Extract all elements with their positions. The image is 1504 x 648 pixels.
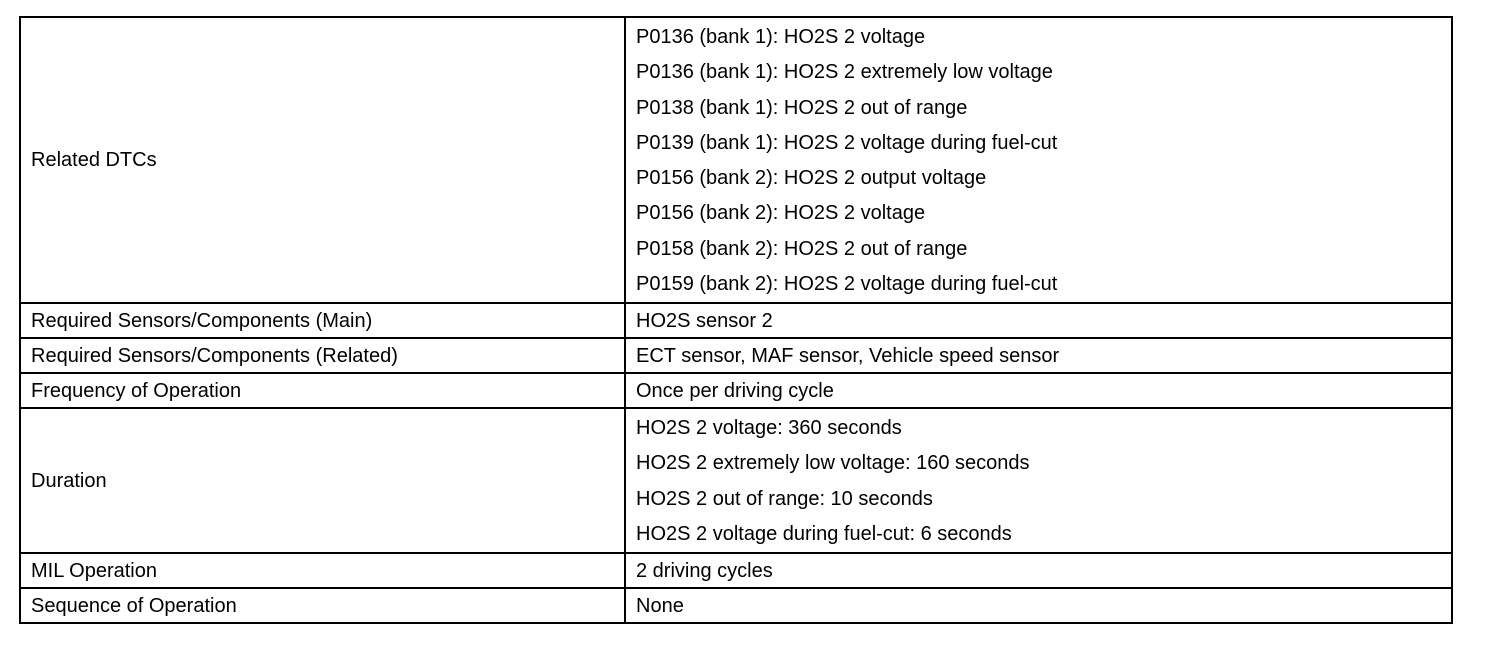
table-row-frequency [20, 373, 1452, 408]
monitor-spec-table [19, 16, 1453, 624]
dtc-item: P0136 (bank 1): HO2S 2 extremely low voltage [636, 61, 1053, 84]
row-value-list [625, 17, 1452, 303]
dtc-item: P0136 (bank 1): HO2S 2 voltage [636, 26, 926, 48]
table-row-duration [20, 408, 1452, 553]
row-value-list [625, 408, 1452, 553]
table-row-mil-operation [20, 553, 1452, 588]
row-value: None [625, 588, 1452, 623]
dtc-item: P0159 (bank 2): HO2S 2 voltage during fuel-cut [636, 272, 1058, 295]
row-value: HO2S sensor 2 [625, 303, 1452, 338]
row-value: 2 driving cycles [625, 553, 1452, 588]
row-value: ECT sensor, MAF sensor, Vehicle speed sensor [625, 338, 1452, 373]
row-label: Sequence of Operation [20, 588, 625, 623]
dtc-item: P0158 (bank 2): HO2S 2 out of range [636, 237, 968, 260]
duration-item: HO2S 2 voltage: 360 seconds [636, 417, 902, 439]
dtc-item: P0139 (bank 1): HO2S 2 voltage during fuel-cut [636, 131, 1058, 154]
row-label: Duration [20, 408, 625, 553]
row-label: Frequency of Operation [20, 373, 625, 408]
row-label: MIL Operation [20, 553, 625, 588]
row-label: Related DTCs [20, 17, 625, 303]
table-row-related-dtcs [20, 17, 1452, 303]
row-label: Required Sensors/Components (Main) [20, 303, 625, 338]
dtc-item: P0138 (bank 1): HO2S 2 out of range [636, 96, 968, 119]
dtc-item: P0156 (bank 2): HO2S 2 voltage [636, 202, 926, 225]
table-row-required-main [20, 303, 1452, 338]
row-label: Required Sensors/Components (Related) [20, 338, 625, 373]
table-row-required-related [20, 338, 1452, 373]
row-value: Once per driving cycle [625, 373, 1452, 408]
duration-item: HO2S 2 voltage during fuel-cut: 6 seconds [636, 522, 1012, 545]
table-row-sequence [20, 588, 1452, 623]
duration-item: HO2S 2 extremely low voltage: 160 seconds [636, 452, 1030, 475]
duration-item: HO2S 2 out of range: 10 seconds [636, 487, 933, 510]
dtc-item: P0156 (bank 2): HO2S 2 output voltage [636, 167, 987, 189]
